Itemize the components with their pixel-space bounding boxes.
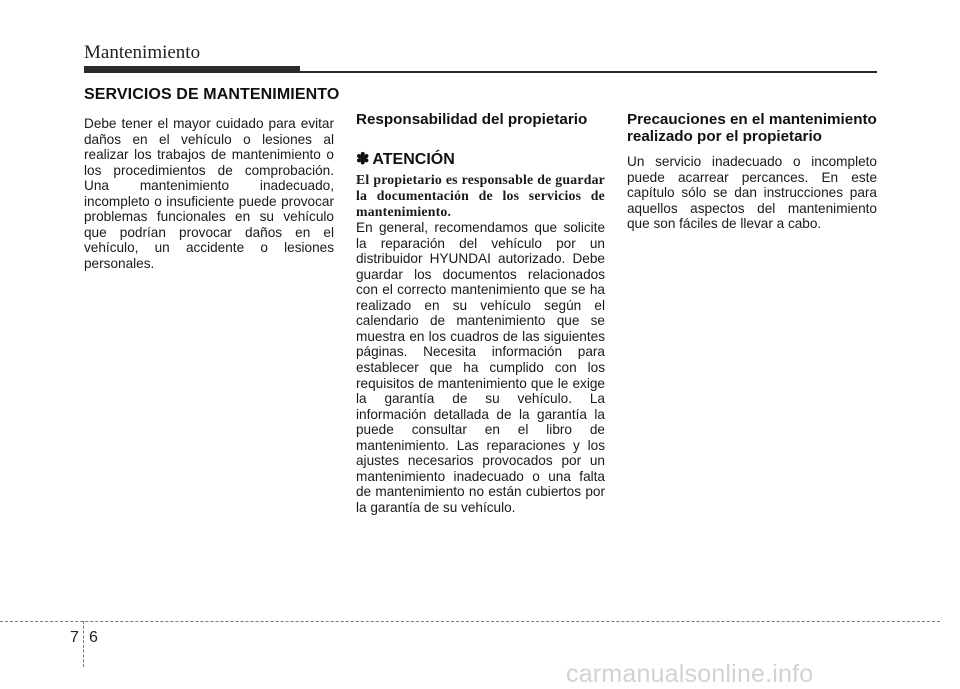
column-owner-responsibility (356, 112, 605, 516)
caution-title (356, 151, 605, 169)
footer-rule (0, 621, 940, 622)
column-owner-maintenance (627, 112, 877, 232)
caution-icon: ✽ (356, 150, 370, 168)
page-number: 6 (89, 629, 98, 646)
running-head: Mantenimiento (84, 42, 201, 63)
header-bar-thick (84, 66, 300, 73)
chapter-number: 7 (70, 629, 79, 646)
watermark: carmanualsonline.info (566, 660, 814, 688)
owner-maintenance-paragraph: Un servicio inadecuado o incompleto puede acarrear percances. En este capítulo sólo se dan instrucciones para aquellos aspectos del mantenimiento que son fáciles de llevar a cabo. (627, 154, 877, 232)
caution-title-text: ATENCIÓN (372, 150, 455, 168)
section-title: SERVICIOS DE MANTENIMIENTO (84, 86, 340, 103)
owner-responsibility-paragraph: En general, recomendamos que solicite la reparación del vehículo por un distribuidor HYUNDAI autorizado. Debe guardar los documentos relacionados con el correcto mantenimiento que se ha realizado en su vehículo según el calendario de mantenimiento que se muestra en los cuadros de las siguientes páginas. Necesita información para establecer que ha cumplido con los requisitos de mantenimiento que le exige la garantía de su vehículo. La información detallada de la garantía la puede consultar en el libro de mantenimiento. Las reparaciones y los ajustes necesarios provocados por un mantenimiento inadecuado o una falta de mantenimiento no están cubiertos por la garantía de su vehículo. (356, 220, 605, 515)
owner-responsibility-heading: Responsabilidad del propietario (356, 111, 588, 128)
caution-body: El propietario es responsable de guardar la documentación de los servicios de mantenimiento. (356, 171, 605, 219)
caution-box (356, 151, 605, 221)
footer-divider (83, 621, 84, 667)
header-rule (300, 71, 877, 73)
owner-maintenance-heading: Precauciones en el mantenimiento realizado por el propietario (627, 111, 877, 145)
intro-paragraph: Debe tener el mayor cuidado para evitar daños en el vehículo o lesiones al realizar los trabajos de mantenimiento o los procedimientos de comprobación. Una mantenimiento inadecuado, incompleto o insuficiente puede provocar problemas funcionales en su vehículo que podrían provocar daños en el vehículo, un accidente o lesiones personales. (84, 116, 334, 271)
column-intro (84, 116, 334, 271)
